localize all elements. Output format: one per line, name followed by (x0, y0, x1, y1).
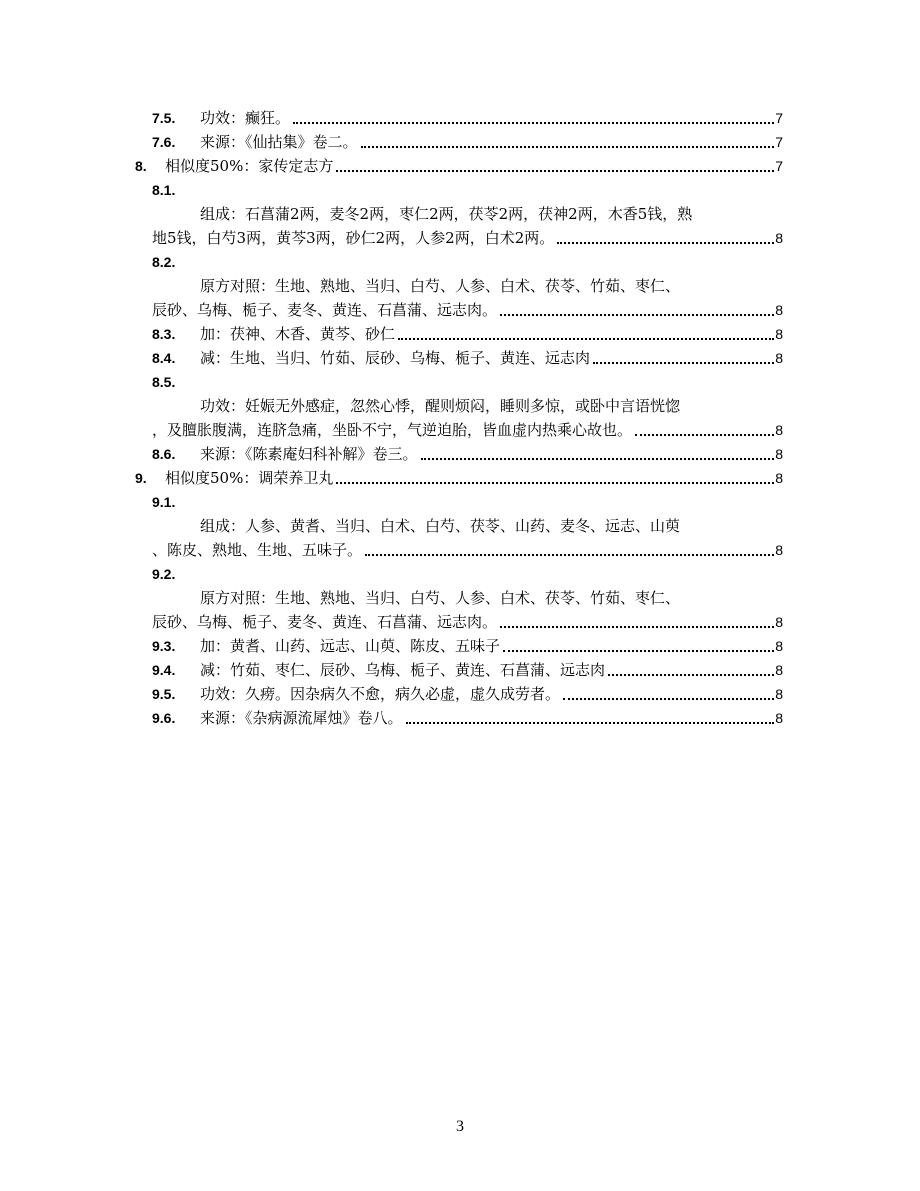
toc-text-line: 地5钱，白芍3两，黄芩3两，砂仁2两，人参2两，白术2两。 (152, 229, 555, 247)
toc-page-number: 8 (775, 614, 783, 630)
toc-text-line: 组成：人参、黄耆、当归、白术、白芍、茯苓、山药、麦冬、远志、山萸 (200, 517, 681, 535)
toc-page-number: 8 (775, 470, 783, 486)
toc-number: 9.5. (152, 686, 176, 702)
dot-leader (503, 650, 774, 652)
toc-entry-8-5[interactable] (0, 370, 920, 442)
toc-number: 9. (135, 470, 147, 486)
toc-entry-8-3[interactable] (0, 322, 920, 346)
toc-number: 9.3. (152, 638, 176, 654)
toc-entry-7-6[interactable] (0, 130, 920, 154)
toc-page-number: 8 (775, 302, 783, 318)
toc-number: 9.1. (152, 494, 176, 510)
dot-leader (557, 242, 774, 244)
table-of-contents (0, 106, 920, 730)
toc-number: 8.2. (152, 254, 176, 270)
toc-page-number: 8 (775, 350, 783, 366)
toc-number: 8.4. (152, 350, 176, 366)
toc-page-number: 8 (775, 686, 783, 702)
toc-text-line: 辰砂、乌梅、栀子、麦冬、黄连、石菖蒲、远志肉。 (152, 301, 498, 319)
dot-leader (563, 698, 774, 700)
toc-text: 减：生地、当归、竹茹、辰砂、乌梅、栀子、黄连、远志肉 (200, 349, 591, 367)
toc-text: 相似度50%：家传定志方 (165, 157, 334, 175)
toc-page-number: 7 (775, 158, 783, 174)
dot-leader (336, 170, 774, 172)
toc-text: 来源：《杂病源流犀烛》卷八。 (200, 709, 403, 727)
dot-leader (365, 554, 774, 556)
dot-leader (593, 362, 774, 364)
toc-page-number: 7 (775, 134, 783, 150)
toc-entry-9-4[interactable] (0, 658, 920, 682)
toc-text: 功效：癫狂。 (200, 109, 291, 127)
toc-page-number: 8 (775, 326, 783, 342)
toc-page-number: 8 (775, 542, 783, 558)
toc-entry-8-4[interactable] (0, 346, 920, 370)
toc-text: 来源：《陈素庵妇科补解》卷三。 (200, 445, 418, 463)
dot-leader (500, 314, 774, 316)
dot-leader (421, 458, 775, 460)
toc-entry-8[interactable] (0, 154, 920, 178)
toc-page-number: 7 (775, 110, 783, 126)
toc-number: 8. (135, 158, 147, 174)
toc-entry-9-2[interactable] (0, 562, 920, 634)
toc-entry-8-6[interactable] (0, 442, 920, 466)
toc-number: 9.6. (152, 710, 176, 726)
toc-entry-9-3[interactable] (0, 634, 920, 658)
toc-text: 相似度50%：调荣养卫丸 (165, 469, 334, 487)
toc-entry-8-2[interactable] (0, 250, 920, 322)
toc-entry-9-5[interactable] (0, 682, 920, 706)
dot-leader (635, 434, 774, 436)
toc-entry-9-6[interactable] (0, 706, 920, 730)
toc-page-number: 8 (775, 230, 783, 246)
page-number: 3 (456, 1118, 464, 1135)
dot-leader (398, 338, 774, 340)
toc-text: 来源：《仙拈集》卷二。 (200, 133, 358, 151)
toc-text: 功效：久痨。因杂病久不愈，病久必虚，虚久成劳者。 (200, 685, 561, 703)
toc-page-number: 8 (775, 710, 783, 726)
dot-leader (293, 122, 774, 124)
dot-leader (500, 626, 774, 628)
dot-leader (336, 482, 774, 484)
toc-entry-7-5[interactable] (0, 106, 920, 130)
dot-leader (361, 146, 775, 148)
toc-number: 9.2. (152, 566, 176, 582)
toc-text-line: ，及膻胀腹满，连脐急痛，坐卧不宁，气逆迫胎，皆血虚内热乘心故也。 (152, 421, 633, 439)
toc-text-line: 、陈皮、熟地、生地、五味子。 (152, 541, 363, 559)
toc-number: 8.1. (152, 182, 176, 198)
toc-number: 8.6. (152, 446, 176, 462)
toc-page-number: 8 (775, 662, 783, 678)
toc-page-number: 8 (775, 446, 783, 462)
toc-text-line: 辰砂、乌梅、栀子、麦冬、黄连、石菖蒲、远志肉。 (152, 613, 498, 631)
toc-entry-8-1[interactable] (0, 178, 920, 250)
toc-text: 加：黄耆、山药、远志、山萸、陈皮、五味子 (200, 637, 501, 655)
toc-page-number: 8 (775, 638, 783, 654)
toc-page-number: 8 (775, 422, 783, 438)
toc-text-line: 原方对照：生地、熟地、当归、白芍、人参、白术、茯苓、竹茹、枣仁、 (200, 589, 681, 607)
toc-entry-9-1[interactable] (0, 490, 920, 562)
toc-text: 加：茯神、木香、黄芩、砂仁 (200, 325, 396, 343)
toc-text: 减：竹茹、枣仁、辰砂、乌梅、栀子、黄连、石菖蒲、远志肉 (200, 661, 606, 679)
toc-number: 8.3. (152, 326, 176, 342)
toc-text-line: 组成：石菖蒲2两，麦冬2两，枣仁2两，茯苓2两，茯神2两，木香5钱，熟 (200, 205, 693, 223)
dot-leader (608, 674, 774, 676)
toc-number: 8.5. (152, 374, 176, 390)
toc-number: 7.5. (152, 110, 176, 126)
toc-entry-9[interactable] (0, 466, 920, 490)
dot-leader (406, 722, 775, 724)
toc-text-line: 原方对照：生地、熟地、当归、白芍、人参、白术、茯苓、竹茹、枣仁、 (200, 277, 681, 295)
toc-number: 7.6. (152, 134, 176, 150)
toc-number: 9.4. (152, 662, 176, 678)
toc-text-line: 功效：妊娠无外感症，忽然心悸，醒则烦闷，睡则多惊，或卧中言语恍惚 (200, 397, 681, 415)
